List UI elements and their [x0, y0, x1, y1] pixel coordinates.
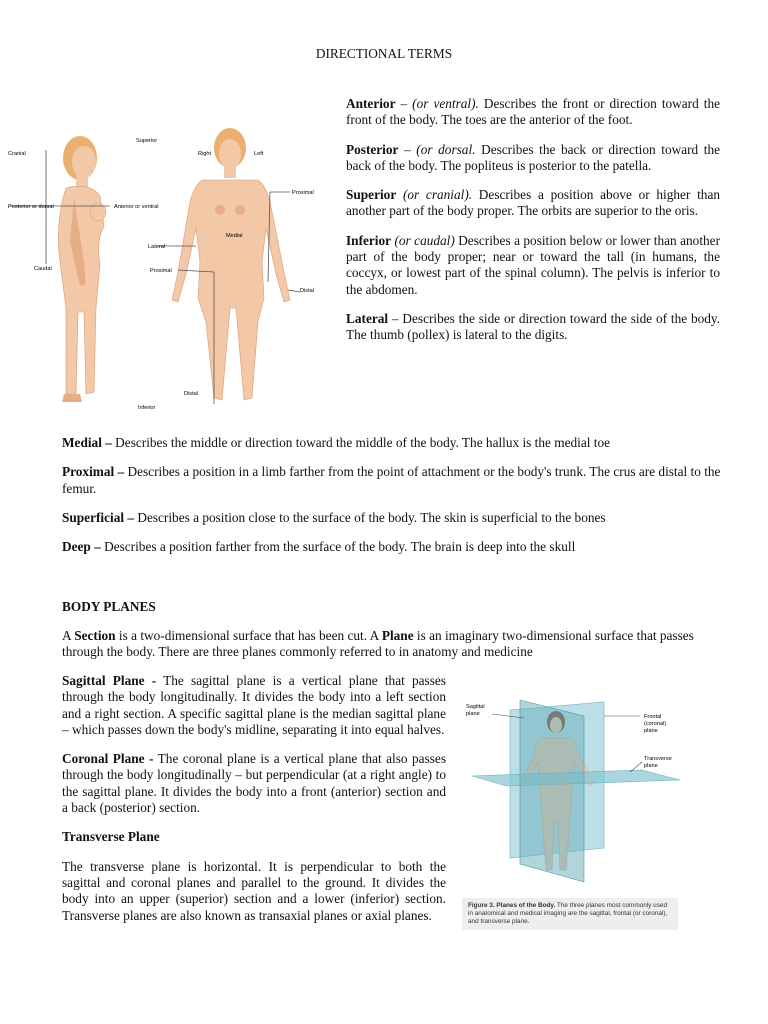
term-superior: Superior (or cranial). Describes a position above or higher than another part of the body proper. The orbits are superior to the oris.: [346, 187, 720, 219]
label-lateral: Lateral: [148, 244, 166, 250]
term-deep: Deep – Describes a position farther from the surface of the body. The brain is deep into the skull: [62, 539, 576, 555]
directional-terms-figure: [0, 122, 330, 422]
body-planes-figure: [462, 698, 692, 930]
term-lateral: Lateral – Describes the side or direction toward the side of the body. The thumb (pollex) is lateral to the digits.: [346, 310, 720, 343]
planes-text-column: [62, 673, 446, 924]
label-frontal-plane: Frontal (coronal) plane: [644, 714, 667, 734]
label-cranial: Cranial: [8, 151, 26, 157]
front-view-body: [172, 128, 290, 400]
planes-figure-svg: [462, 698, 692, 888]
label-right: Right: [198, 151, 212, 157]
body-planes-heading: BODY PLANES: [62, 599, 156, 614]
label-distal-right: Distal: [300, 288, 314, 294]
transverse-plane-heading: Transverse Plane: [62, 829, 160, 845]
label-transverse-plane: Transverse plane: [644, 756, 672, 769]
label-inferior: Inferior: [138, 405, 156, 411]
transverse-plane-paragraph: The transverse plane is horizontal. It is perpendicular to both the sagittal and coronal planes and parallel to the ground. It divides the body into an upper (superior) section and a lower (inferior) section. Transverse planes are also known as transaxial planes or axial planes.: [62, 858, 446, 923]
term-medial: Medial – Describes the middle or direction toward the middle of the body. The hallux is the medial toe: [62, 435, 610, 450]
label-medial: Medial: [226, 233, 243, 239]
coronal-plane-paragraph: Coronal Plane - The coronal plane is a vertical plane that also passes through the body longitudinally – but perpendicular (at a right angle) to the sagittal plane. It divides the body into a front (anterior) section and a back (posterior) section.: [62, 751, 447, 816]
label-sagittal-plane: Sagittal plane: [466, 704, 485, 717]
sagittal-plane-paragraph: Sagittal Plane - The sagittal plane is a vertical plane that passes through the body longitudinally. It divides the body into a left section and a right section. A specific sagittal plane is the median sagittal plane – which passes down the body's midline, separating it into equal halves.: [62, 673, 446, 737]
label-superior: Superior: [136, 138, 158, 144]
body-planes-intro: A Section is a two-dimensional surface that has been cut. A Plane is an imaginary two-dimensional surface that passes through the body. There are three planes commonly referred to in anatomy and medicine: [62, 628, 694, 660]
label-proximal: Proximal: [150, 268, 172, 274]
terms-full-width: [62, 435, 722, 555]
label-proximal-top: Proximal: [292, 190, 314, 196]
figure-caption: Figure 3. Planes of the Body. The three planes most commonly used in anatomical and medical imaging are the sagittal, frontal (or coronal), and transverse plane.: [462, 898, 678, 930]
label-distal-bottom: Distal: [184, 391, 198, 397]
term-posterior: Posterior – (or dorsal. Describes the back or direction toward the back of the body. The popliteus is posterior to the patella.: [346, 141, 721, 173]
side-view-body: [58, 136, 106, 402]
term-inferior: Inferior (or caudal) Describes a position below or lower than another part of the body proper; near or toward the tall (in humans, the coccyx, or lowest part of the spinal column). The pelvis is inferior to the abdomen.: [346, 232, 720, 297]
term-anterior: Anterior – (or ventral). Describes the front or direction toward the front of the body. The toes are the anterior of the foot.: [346, 96, 720, 128]
anatomy-figure-svg: [0, 122, 330, 422]
label-caudal: Caudal: [34, 266, 52, 272]
page-title: DIRECTIONAL TERMS: [315, 46, 453, 61]
term-proximal: Proximal – Describes a position in a limb farther from the point of attachment or the body's trunk. The crus are distal to the femur.: [62, 464, 721, 496]
terms-right-column: [346, 96, 720, 344]
label-posterior: Posterior or dorsal: [8, 204, 54, 210]
label-left: Left: [254, 151, 264, 157]
label-anterior: Anterior or ventral: [114, 204, 159, 210]
term-superficial: Superficial – Describes a position close to the surface of the body. The skin is superficial to the bones: [62, 509, 606, 525]
